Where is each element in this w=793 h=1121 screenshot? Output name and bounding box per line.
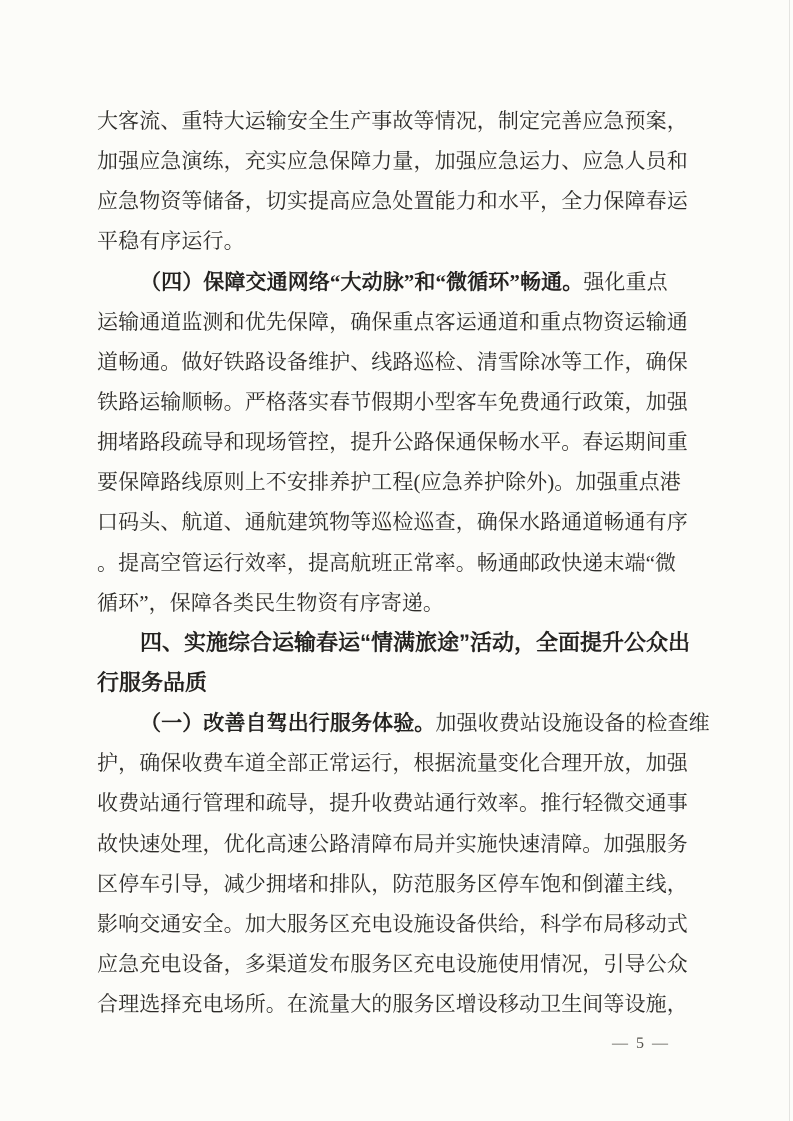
- emphasis-text-segment: 行服务品质: [97, 669, 208, 695]
- text-line: [97, 302, 699, 342]
- text-segment: 加强应急演练，充实应急保障力量，加强应急运力、应急人员和: [97, 149, 688, 174]
- scan-edge-artifact: [789, 0, 790, 1121]
- text-segment: 护，确保收费车道全部正常运行，根据流量变化合理开放，加强: [97, 751, 688, 776]
- text-segment: 强化重点: [583, 269, 668, 294]
- text-segment: 平稳有序运行。: [97, 229, 245, 254]
- text-line: [97, 783, 699, 823]
- text-line: [97, 583, 699, 623]
- emphasis-text-segment: （一）改善自驾出行服务体验。: [140, 711, 436, 736]
- emphasis-text-segment: 四、实施综合运输春运“情满旅途”活动，全面提升公众出: [140, 629, 691, 655]
- text-line: [97, 422, 699, 462]
- text-line: [97, 342, 699, 382]
- text-segment: 大客流、重特大运输安全生产事故等情况，制定完善应急预案，: [97, 109, 688, 133]
- text-line: [97, 141, 699, 181]
- text-line: [97, 221, 699, 261]
- text-segment: 口码头、航道、通航建筑物等巡检巡查，确保水路通道畅通有序: [97, 510, 688, 535]
- text-line: [97, 262, 699, 302]
- text-line: [97, 984, 699, 1024]
- text-line: [97, 543, 699, 583]
- paragraph-item-1-self-driving-service: [97, 703, 710, 1024]
- text-line: [97, 944, 699, 984]
- text-line: [97, 382, 699, 422]
- text-segment: 循环”，保障各类民生物资有序寄递。: [97, 590, 445, 615]
- text-segment: 要保障路线原则上不安排养护工程(应急养护除外)。加强重点港: [97, 470, 681, 495]
- text-segment: 拥堵路段疏导和现场管控，提升公路保通保畅水平。春运期间重: [97, 430, 688, 455]
- text-segment: 加强收费站设施设备的检查维: [435, 711, 710, 736]
- text-segment: 铁路运输顺畅。严格落实春节假期小型客车免费通行政策，加强: [97, 389, 688, 414]
- text-line: [97, 181, 699, 221]
- text-line: [97, 824, 699, 864]
- text-segment: 影响交通安全。加大服务区充电设施设备供给，科学布局移动式: [97, 911, 688, 936]
- text-line: [97, 703, 710, 743]
- text-segment: 收费站通行管理和疏导，提升收费站通行效率。推行轻微交通事: [97, 791, 688, 816]
- document-body: [97, 101, 710, 1024]
- text-line: [97, 663, 699, 703]
- text-segment: 应急充电设备，多渠道发布服务区充电设施使用情况，引导公众: [97, 951, 688, 976]
- text-segment: 道畅通。做好铁路设备维护、线路巡检、清雪除冰等工作，确保: [97, 349, 688, 374]
- emphasis-text-segment: （四）保障交通网络“大动脉”和“微循环”畅通。: [140, 269, 584, 294]
- page-number: — 5 —: [612, 1035, 670, 1052]
- text-segment: 。提高空管运行效率，提高航班正常率。畅通邮政快递末端“微: [97, 550, 677, 575]
- text-segment: 合理选择充电场所。在流量大的服务区增设移动卫生间等设施，: [97, 992, 688, 1017]
- heading-section-four-qingman-lvtu: [97, 623, 699, 703]
- paragraph-item-4-network-smoothness: [97, 262, 699, 623]
- text-segment: 故快速处理，优化高速公路清障布局并实施快速清障。加强服务: [97, 831, 688, 856]
- text-line: [97, 743, 699, 783]
- text-segment: 区停车引导，减少拥堵和排队，防范服务区停车饱和倒灌主线，: [97, 871, 688, 896]
- text-line: [97, 904, 699, 944]
- text-line: [97, 462, 699, 502]
- text-segment: 应急物资等储备，切实提高应急处置能力和水平，全力保障春运: [97, 189, 688, 214]
- paragraph-emergency-preparedness-continuation: [97, 101, 699, 262]
- text-segment: 运输通道监测和优先保障，确保重点客运通道和重点物资运输通: [97, 309, 688, 334]
- text-line: [97, 101, 699, 141]
- text-line: [97, 502, 699, 542]
- text-line: [97, 864, 699, 904]
- text-line: [97, 623, 699, 663]
